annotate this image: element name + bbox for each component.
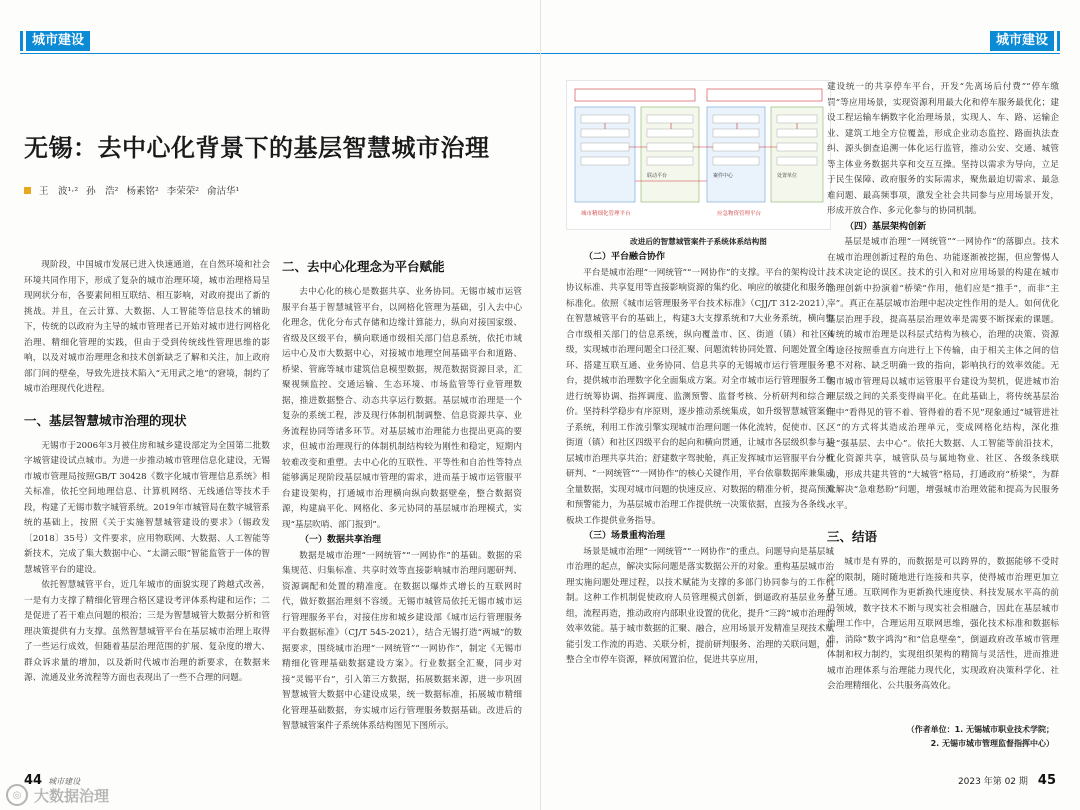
body-paragraph: 基层是城市治理“一网统管”“一网协作”的落脚点。技术在城市治理创新过程的角色、功能逐渐被挖掘，但应警惕人技术决定论的误区。技术的引入和对应用场景的构建在城市治理创新中扮演着“桥梁”作用，他们应是“推手”，而非“主宰”。真正在基层城市治理中起决定性作用的是人。如何优化基层治理手段，提高基层治理效率是需要不断探索的课题。传统的城市治理是以科层式结构为核心，治理的决策、资源与途径按照垂直方向进行上下传输，由于相关主体之间的信息不对称、缺乏明确一致的指向，影响执行的效率效能。无锡市城市管理局以城市运管服平台建设为契机，促进城市治理层级之间的关系变得扁平化。在此基础上，将传统基层治理中“看得见的管不着、管得着的看不见”现象通过“城管进社区”的方式将其造成治理单元，变成网格化结构，深化推进“强基层、去中心”。依托大数据、人工智能等前沿技术，优化资源共享，城管队员与属地物业、社区、各级条线联动，形成共建共管的“大城管”格局，打通政府“桥梁”，为群众解决“急难愁盼”问题，增强城市治理效能和提高为民服务水平。 <box>827 237 1059 511</box>
subsection-heading: （二）平台融合协作 <box>584 252 666 262</box>
affiliation-line: 2. 无锡市城市管理监督指挥中心） <box>930 739 1054 748</box>
header-rule <box>541 53 1060 54</box>
section-tag-bar <box>20 31 23 51</box>
author-affiliation <box>907 723 1054 751</box>
section-heading: 三、结语 <box>827 529 878 544</box>
column-4 <box>827 80 1059 720</box>
journal-name: 城市建设 <box>48 777 81 786</box>
body-paragraph: 建设统一的共享停车平台，开发“先离场后付费”“停车缴罚”等应用场景，实现资源利用最大化和停车服务最优化；建设工程运输车辆数字化治理场景，实现人、车、路、运输企业、建筑工地全方位覆盖，形成企业动态监控、路面执法查纠、源头倒查追溯一体化运行监管，推动公安、交通、城管等主体业务数据共享和交互互操。坚持以需求为导向，立足于民生保障、政府服务的实际需求，聚焦最迫切需求、最急难问题、最高频事项，激发全社会共同参与应用场景开发，形成开放合作、多元化参与的协同机制。 <box>827 82 1059 216</box>
diagram-node-label: 处置单位 <box>777 173 798 179</box>
body-paragraph: 无锡市于2006年3月被住房和城乡建设部定为全国第二批数字城管建设试点城市。为进一步推动城市管理信息化建设，无锡市城市管理局按照GB/T 30428《数字化城市管理信息系统》相关标准，依托空间地理信息、计算机网络、无线通信等技术手段，构建了无锡市数字城管系统。2019年市城管局在数字城管系统的基础上，按照《关于实施智慧城管建设的要求》（锡政发〔2018〕35号）文件要求，应用物联网、大数据、人工智能等新技术，完成了集大数据中心、“太湖云眼”智能监管于一体的智慧城管平台的建设。 <box>24 440 270 575</box>
watermark <box>6 784 109 806</box>
column-2 <box>282 258 522 758</box>
diagram-node-label: 应急物资管理平台 <box>717 211 762 217</box>
issue-label: 2023 年第 02 期 <box>957 777 1028 787</box>
diagram-node-label: 案件中心 <box>713 173 734 179</box>
watermark-logo-icon: ◎ <box>6 784 28 806</box>
subsection-heading: （三）场景重构治理 <box>584 531 666 541</box>
author: 李荣荣² <box>166 186 200 197</box>
section-tag-bar <box>1057 31 1060 51</box>
body-paragraph: 城市是有界的，而数据是可以跨界的，数据能够不受时空的限制，随时随地进行连接和共享，使得城市治理更加立体互通。互联网作为更新换代速度快、科技发展水平高的前沿领域，数字技术不断与现实社会相融合，因此在基层城市治理工作中，合理运用互联网思维，强化技术标准和数据标准，消除“数字鸿沟”和“信息壁垒”，倒逼政府改革城市管理体制和权力制约，实现组织架构的精简与灵活性，进而推进城市治理体系与治理能力现代化，实现政府决策科学化、社会治理精细化、公共服务高效化。 <box>827 557 1059 691</box>
right-footer <box>958 773 1056 788</box>
body-paragraph: 数据是城市治理“一网统管”“一网协作”的基础。数据的采集规范、归集标准、共享时效等直接影响城市治理问题研判、资源调配和处置的精准度。在数据以爆炸式增长的互联网时代，做好数据治理刻不容缓。无锡市城管局依托无锡市城市运行管理服务平台，对接住房和城乡建设部《城市运行管理服务平台数据标准》（CJ/T 545-2021），结合无锡打造“两城”的数据要求，围绕城市治理“一网统管”“一网协作”，制定《无锡市精细化管理基础数据建设方案》。行业数据全汇聚，同步对接“灵锡平台”，引入第三方数据，拓展数据来源，进一步巩固智慧城管大数据中心建设成果，统一数据标准，拓展城市精细化管理基础数据，夯实城市运行管理服务数据基础。改进后的智慧城管案件子系统体系结构图见下图所示。 <box>282 550 522 731</box>
right-page <box>540 0 1080 810</box>
section-heading: 一、基层智慧城市治理的现状 <box>24 412 187 428</box>
page-number: 44 <box>24 773 43 788</box>
article-title: 无锡：去中心化背景下的基层智慧城市治理 <box>24 134 490 162</box>
subsection-heading: （一）数据共享治理 <box>300 535 382 545</box>
author: 杨素铭² <box>126 186 159 197</box>
column-3 <box>566 250 834 760</box>
architecture-diagram <box>566 80 831 230</box>
figure-caption: 改进后的智慧城管案件子系统体系结构图 <box>630 237 767 246</box>
body-paragraph: 场景是城市治理“一网统管”“一网协作”的重点。问题导向是基层城市治理的起点，解决实际问题是落实数据公开的对象。重构基层城市治理实施问题处理过程，以技术赋能为支撑的多部门协同参与的工作机制。这种工作机制促使政府人员管理模式创新，倒逼政府基层业务重组，流程再造，推动政府内部职业设置的优化，提升“三跨”城市治理的效率效能。基于城市数据的汇聚、融合，应用场景开发精准呈现技术赋能引发工作流的再造、关联分析，提前研判服务、治理的关联问题，如整合全市停车资源，释放闲置泊位，促进共享应用， <box>566 546 834 665</box>
diagram-svg <box>567 81 830 229</box>
column-1 <box>24 258 270 758</box>
section-tag: 城市建设 <box>26 31 90 51</box>
affiliation-line: （作者单位：1. 无锡城市职业技术学院； <box>906 725 1054 734</box>
author: 王 波¹·² <box>39 186 79 197</box>
section-tag: 城市建设 <box>990 31 1054 51</box>
author: 俞沽华¹ <box>207 186 240 197</box>
author: 孙 浩² <box>86 186 119 197</box>
page-number: 45 <box>1037 773 1056 788</box>
diagram-node-label: 城市精细化管理平台 <box>581 211 631 217</box>
intro-paragraph: 现阶段，中国城市发展已进入快速通道，在自然环境和社会环境共同作用下，形成了复杂的城市治理环境，城市治理格局呈现网状分布，各要素间相互联结、相互影响，对政府提出了新的挑战。并且，在云计算、大数据、人工智能等信息技术的辅助下，传统的以政府为主导的城市管理者已开始对城市进行网格化治理、精细化管理的实践，但由于受到传统线性管理思维的影响，以及对城市治理理念和技术创新缺乏了解和关注，加上政府部门间的壁垒，导致先进技术陷入“无用武之地”的窘境，制约了城市治理现代化进程。 <box>24 260 270 394</box>
diagram-node-label: 联动平台 <box>647 173 668 179</box>
watermark-text: 大数据治理 <box>34 786 110 805</box>
section-heading: 二、去中心化理念为平台赋能 <box>282 259 445 274</box>
header-rule <box>20 53 540 54</box>
subsection-heading: （四）基层架构创新 <box>845 221 927 232</box>
body-paragraph: 平台是城市治理“一网统管”“一网协作”的支撑。平台的架构设计、协议标准、共享复用等直接影响资源的集约化、响应的敏捷化和服务的标准化。依照《城市运管理服务平台技术标准》（CJJ/T 312-2021），在智慧城管平台的基础上，构建3大支撑系统和7大业务系统，横向整合市级相关部门的信息系统，纵向覆盖市、区、街道（镇）和社区4级，实现城市治理问题全口径汇聚、问题流转协同处置、问题处置全闭环、搭建互联互通、业务协同、信息共享的无锡城市运行管理服务平台，提供城市治理数字化全面集成方案。对全市城市运行管理服务工作进行统筹协调、指挥调度、监测预警、监督考核、分析研判和综合评价。坚持科学稳步有序原则，逐步推动系统集成，如升级智慧城管案件子系统，利用工作流引擎实现城市治理问题一体化流转，促使市、区、街道（镇）和社区四级平台的起向和横向贯通，让城市各层级织参与基层城市治理共享共治；舒建数字驾驶舱，真正发挥城市运管服平台分析研判、“一网统管”“一网协作”的核心关键作用，平台依靠数据库兼集成全量数据，实现对城市问题的快速反应、对数据的精准分析，提高预测和预警能力，为基层城市治理工作提供统一决策依据，直接为各条线、板块工作提供业务指导。 <box>566 267 834 526</box>
author-mark-icon <box>24 187 31 194</box>
body-paragraph: 去中心化的核心是数据共享、业务协同。无锡市城市运管服平台基于智慧城管平台，以网格化管理为基础，引入去中心化理念，优化分布式存储和边缘计算能力，纵向对接国家级、省级及区级平台，横向联通市级相关部门信息系统，依托市域运中心及市大数据中心，对接城市地理空间基础平台和道路、桥梁、管廊等城市建筑信息模型数据，规范数据资源目录，汇聚视频监控、交通运输、生态环境、市场监管等行业管理数据，推进数据整合、动态共享运行数据。基层城市治理是一个复杂的系统工程，涉及现行体制机制调整、信息资源共享、业务流程协同等诸多环节。对基层城市治理能力也提出更高的要求，但城市治理现行的体制机制结构较为刚性和稳定，短期内较难改变和重塑。去中心化的互联性、平等性和自治性等特点能够满足现阶段基层城市管理的需求，进而基于城市运管服平台建设架构，打通城市治理横向纵向数据壁垒，整合数据资源，构建扁平化、网格化、多元协同的基层城市治理模式，实现“基层吹哨、部门报到”。 <box>282 287 522 530</box>
body-paragraph: 依托智慧城管平台，近几年城市的面貌实现了跨越式改善，一是有力支撑了精细化管理合格区建设考评体系构建和运作；二是促进了若干难点问题的根治；三是为智慧城管大数据分析和管理决策提供有力支撑。虽然智慧城管平台在基层城市治理上取得了一些运行成效，但随着基层治理范围的扩展、复杂度的增大、群众诉求量的增加，以及新时代城市治理的新要求，在数据来源、流通及业务流程等方面也表现出了一些不合理的问题。 <box>24 580 270 683</box>
author-list <box>24 183 239 197</box>
